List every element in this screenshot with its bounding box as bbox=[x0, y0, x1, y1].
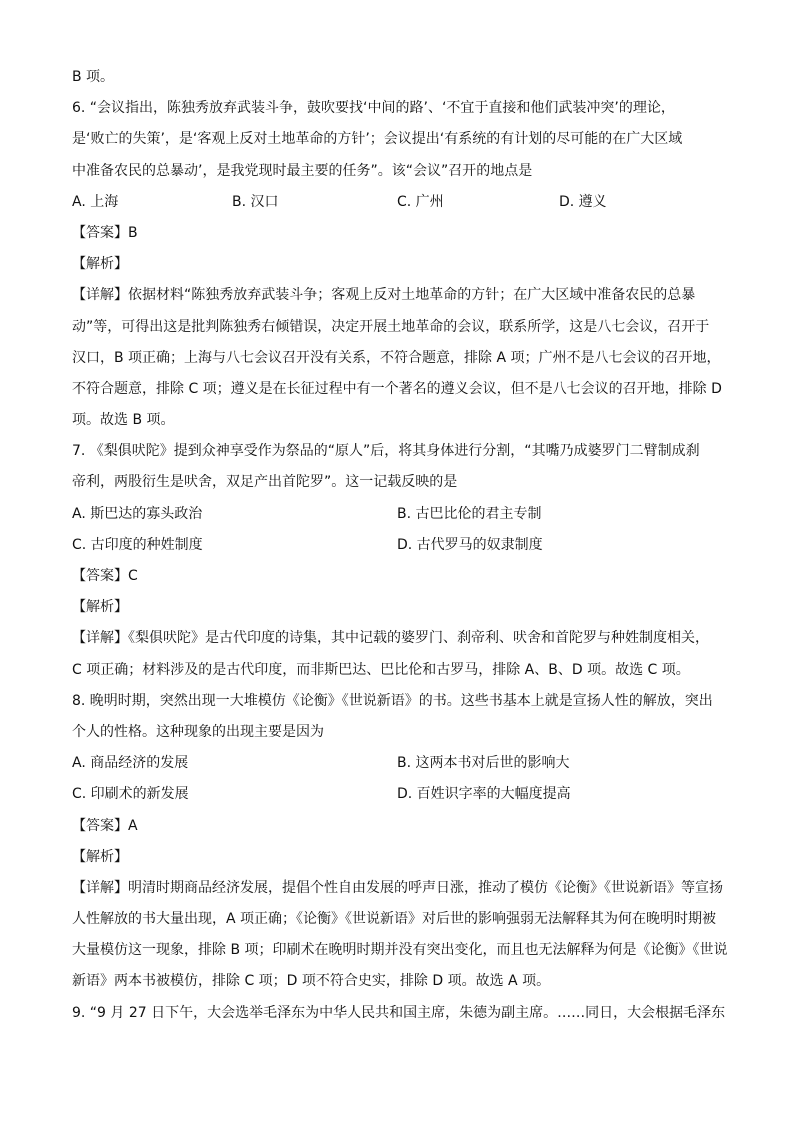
q6-option-a: A. 上海 bbox=[72, 193, 119, 210]
answer-label: 【答案】B bbox=[72, 224, 138, 241]
question-6-line-1: 6. “会议指出，陈独秀放弃武装斗争，鼓吹要找‘中间的路’、‘不宜于直接和他们武装冲突’的理论， bbox=[72, 100, 675, 117]
q8-option-d: D. 百姓识字率的大幅度提高 bbox=[397, 786, 571, 803]
text-line: B 项。 bbox=[72, 69, 115, 85]
analysis-label: 【解析】 bbox=[72, 599, 128, 616]
q6-option-c: C. 广州 bbox=[397, 193, 444, 210]
question-7-line-1: 7. 《梨俱吠陀》提到众神享受作为祭品的“原人”后，将其身体进行分割，“其嘴乃成婆罗门二臂制成刹 bbox=[72, 443, 700, 460]
q7-option-d: D. 古代罗马的奴隶制度 bbox=[397, 536, 543, 553]
question-6-options bbox=[72, 187, 732, 218]
q6-option-d: D. 遵义 bbox=[559, 193, 607, 210]
question-8-line-1: 8. 晚明时期，突然出现一大堆模仿《论衡》《世说新语》的书。这些书基本上就是宣扬人性的解放，突出 bbox=[72, 692, 713, 709]
explanation-line: 【详解】依据材料“陈独秀放弃武装斗争；客观上反对土地革命的方针；在广大区域中准备农民的总暴 bbox=[72, 287, 696, 304]
explanation-line: C 项正确；材料涉及的是古代印度，而非斯巴达、巴比伦和古罗马，排除 A、B、D 项。故选 C 项。 bbox=[72, 661, 690, 678]
explanation-line: 【详解】明清时期商品经济发展，提倡个性自由发展的呼声日涨，推动了模仿《论衡》《世说新语》等宣扬 bbox=[72, 879, 723, 896]
question-6-line-2: 是‘败亡的失策’，是‘客观上反对土地革命的方针’；会议提出‘有系统的有计划的尽可能的在广大区域 bbox=[72, 131, 683, 148]
explanation-line: 动”等，可得出这是批判陈独秀右倾错误，决定开展土地革命的会议，联系所学，这是八七会议，召开于 bbox=[72, 318, 710, 335]
explanation-line: 大量模仿这一现象，排除 B 项；印刷术在晚明时期并没有突出变化，而且也无法解释为何是《论衡》《世说 bbox=[72, 942, 728, 959]
question-9-line-1: 9. “9 月 27 日下午，大会选举毛泽东为中华人民共和国主席，朱德为副主席。……同日，大会根据毛泽东 bbox=[72, 1004, 726, 1021]
document-page bbox=[72, 62, 732, 1029]
question-8-options-row-1 bbox=[72, 748, 732, 779]
q8-option-c: C. 印刷术的新发展 bbox=[72, 786, 189, 803]
answer-label: 【答案】A bbox=[72, 817, 138, 834]
answer-label: 【答案】C bbox=[72, 568, 138, 584]
explanation-line: 项。故选 B 项。 bbox=[72, 412, 175, 429]
question-6-line-3: 中准备农民的总暴动’，是我党现时最主要的任务”。该“会议”召开的地点是 bbox=[72, 162, 533, 179]
explanation-line: 不符合题意，排除 C 项；遵义是在长征过程中有一个著名的遵义会议，但不是八七会议的召开地，排除 D bbox=[72, 380, 722, 397]
analysis-label: 【解析】 bbox=[72, 256, 128, 273]
question-8-options-row-2 bbox=[72, 779, 732, 810]
explanation-line: 人性解放的书大量出现，A 项正确；《论衡》《世说新语》对后世的影响强弱无法解释其为何在晚明时期被 bbox=[72, 911, 717, 928]
q8-option-b: B. 这两本书对后世的影响大 bbox=[397, 755, 570, 772]
analysis-label: 【解析】 bbox=[72, 848, 128, 865]
question-7-line-2: 帝利，两股衍生是吠舍，双足产出首陀罗”。这一记载反映的是 bbox=[72, 474, 458, 491]
question-7-options-row-1 bbox=[72, 499, 732, 530]
explanation-line: 汉口，B 项正确；上海与八七会议召开没有关系，不符合题意，排除 A 项；广州不是八七会议的召开地， bbox=[72, 349, 721, 366]
question-7-options-row-2 bbox=[72, 530, 732, 561]
q8-option-a: A. 商品经济的发展 bbox=[72, 755, 189, 772]
explanation-line: 【详解】《梨俱吠陀》是古代印度的诗集，其中记载的婆罗门、刹帝利、吠舍和首陀罗与种姓制度相关， bbox=[72, 630, 709, 647]
question-8-line-2: 个人的性格。这种现象的出现主要是因为 bbox=[72, 723, 324, 740]
q7-option-a: A. 斯巴达的寡头政治 bbox=[72, 505, 203, 522]
q7-option-b: B. 古巴比伦的君主专制 bbox=[397, 505, 542, 522]
q7-option-c: C. 古印度的种姓制度 bbox=[72, 536, 203, 553]
q6-option-b: B. 汉口 bbox=[232, 193, 279, 210]
explanation-line: 新语》两本书被模仿，排除 C 项；D 项不符合史实，排除 D 项。故选 A 项。 bbox=[72, 973, 551, 990]
